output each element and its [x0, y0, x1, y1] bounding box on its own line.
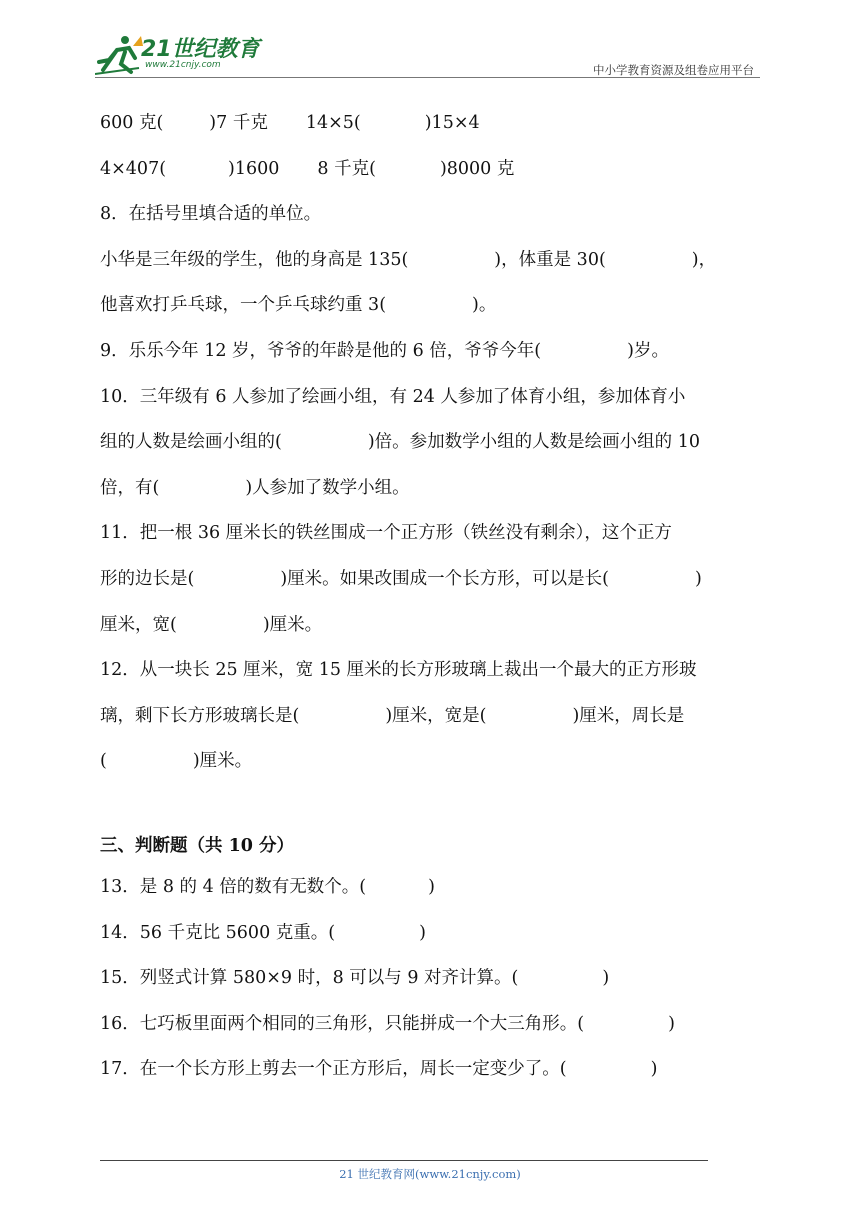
- question-14: [100, 914, 766, 960]
- question-10-line-3: [100, 469, 766, 515]
- text: 9．乐乐今年 12 岁，爷爷的年龄是他的 6 倍，爷爷今年(: [100, 340, 542, 361]
- text: )厘米。: [262, 614, 323, 635]
- question-13: [100, 868, 766, 914]
- text: 4×407(: [100, 158, 167, 179]
- text: 16．七巧板里面两个相同的三角形，只能拼成一个大三角形。(: [100, 1013, 585, 1034]
- question-11-line-3: [100, 606, 766, 652]
- question-8-line-2: [100, 286, 766, 332]
- question-12-line-1: 12．从一块长 25 厘米，宽 15 厘米的长方形玻璃上裁出一个最大的正方形玻: [100, 660, 697, 681]
- section-3-title: 三、判断题（共 10 分）: [100, 835, 295, 856]
- question-11-line-1: 11．把一根 36 厘米长的铁丝围成一个正方形（铁丝没有剩余），这个正方: [100, 523, 672, 544]
- text: 15．列竖式计算 580×9 时，8 可以与 9 对齐计算。(: [100, 968, 519, 989]
- question-9: [100, 332, 766, 378]
- text: )厘米，宽是(: [385, 705, 487, 726]
- footer-link[interactable]: 21 世纪教育网(www.21cnjy.com): [339, 1167, 521, 1181]
- text: 形的边长是(: [100, 568, 195, 589]
- text: )。: [472, 295, 497, 316]
- text: ): [650, 1059, 658, 1080]
- platform-name: 中小学教育资源及组卷应用平台: [593, 63, 754, 77]
- text: )厘米。: [192, 751, 253, 772]
- text: )7 千克: [209, 113, 268, 133]
- text: )15×4: [424, 113, 480, 133]
- text: 17．在一个长方形上剪去一个正方形后，周长一定变少了。(: [100, 1059, 567, 1080]
- exam-content: [100, 104, 766, 1096]
- text: )岁。: [627, 340, 669, 361]
- text: 8 千克(: [317, 158, 376, 179]
- text: )人参加了数学小组。: [245, 477, 410, 498]
- question-12-line-3: [100, 742, 766, 788]
- text: 小华是三年级的学生，他的身高是 135(: [100, 249, 409, 270]
- logo-url: www.21cnjy.com: [145, 60, 221, 70]
- text: 他喜欢打乒乓球，一个乒乓球约重 3(: [100, 295, 387, 316]
- compare-row-1: [100, 104, 766, 150]
- text: 组的人数是绘画小组的(: [100, 432, 282, 453]
- question-8: 8．在括号里填合适的单位。: [100, 204, 322, 225]
- header-divider: [95, 77, 760, 78]
- text: ): [668, 1013, 675, 1034]
- text: 璃，剩下长方形玻璃长是(: [100, 705, 300, 726]
- question-15: [100, 959, 766, 1005]
- text: )厘米。如果改围成一个长方形，可以是长(: [280, 568, 609, 589]
- text: 倍，有(: [100, 477, 160, 498]
- question-10-line-2: [100, 423, 766, 469]
- text: )厘米，周长是: [572, 705, 685, 726]
- text: 13．是 8 的 4 倍的数有无数个。(: [100, 876, 367, 897]
- text: )，: [691, 249, 717, 270]
- text: ): [694, 568, 702, 589]
- question-16: [100, 1005, 766, 1051]
- question-17: [100, 1050, 766, 1096]
- text: 厘米，宽(: [100, 614, 177, 635]
- text: ): [428, 876, 435, 897]
- question-8-line-1: [100, 241, 766, 287]
- text: )倍。参加数学小组的人数是绘画小组的 10: [367, 432, 700, 453]
- text: ): [602, 968, 610, 989]
- text: )8000 克: [439, 158, 515, 179]
- footer-divider: [100, 1160, 708, 1161]
- text: (: [100, 751, 107, 772]
- text: )，体重是 30(: [494, 249, 606, 270]
- text: 600 克(: [100, 113, 164, 133]
- text: ): [419, 922, 426, 943]
- logo-text: 21世纪教育: [141, 37, 260, 62]
- page-header: [95, 30, 760, 78]
- question-10-line-1: 10．三年级有 6 人参加了绘画小组，有 24 人参加了体育小组，参加体育小: [100, 386, 686, 407]
- question-11-line-2: [100, 560, 766, 606]
- compare-row-2: [100, 150, 766, 196]
- text: 14×5(: [305, 113, 361, 133]
- text: )1600: [228, 158, 280, 179]
- question-12-line-2: [100, 697, 766, 743]
- text: 14．56 千克比 5600 克重。(: [100, 922, 336, 943]
